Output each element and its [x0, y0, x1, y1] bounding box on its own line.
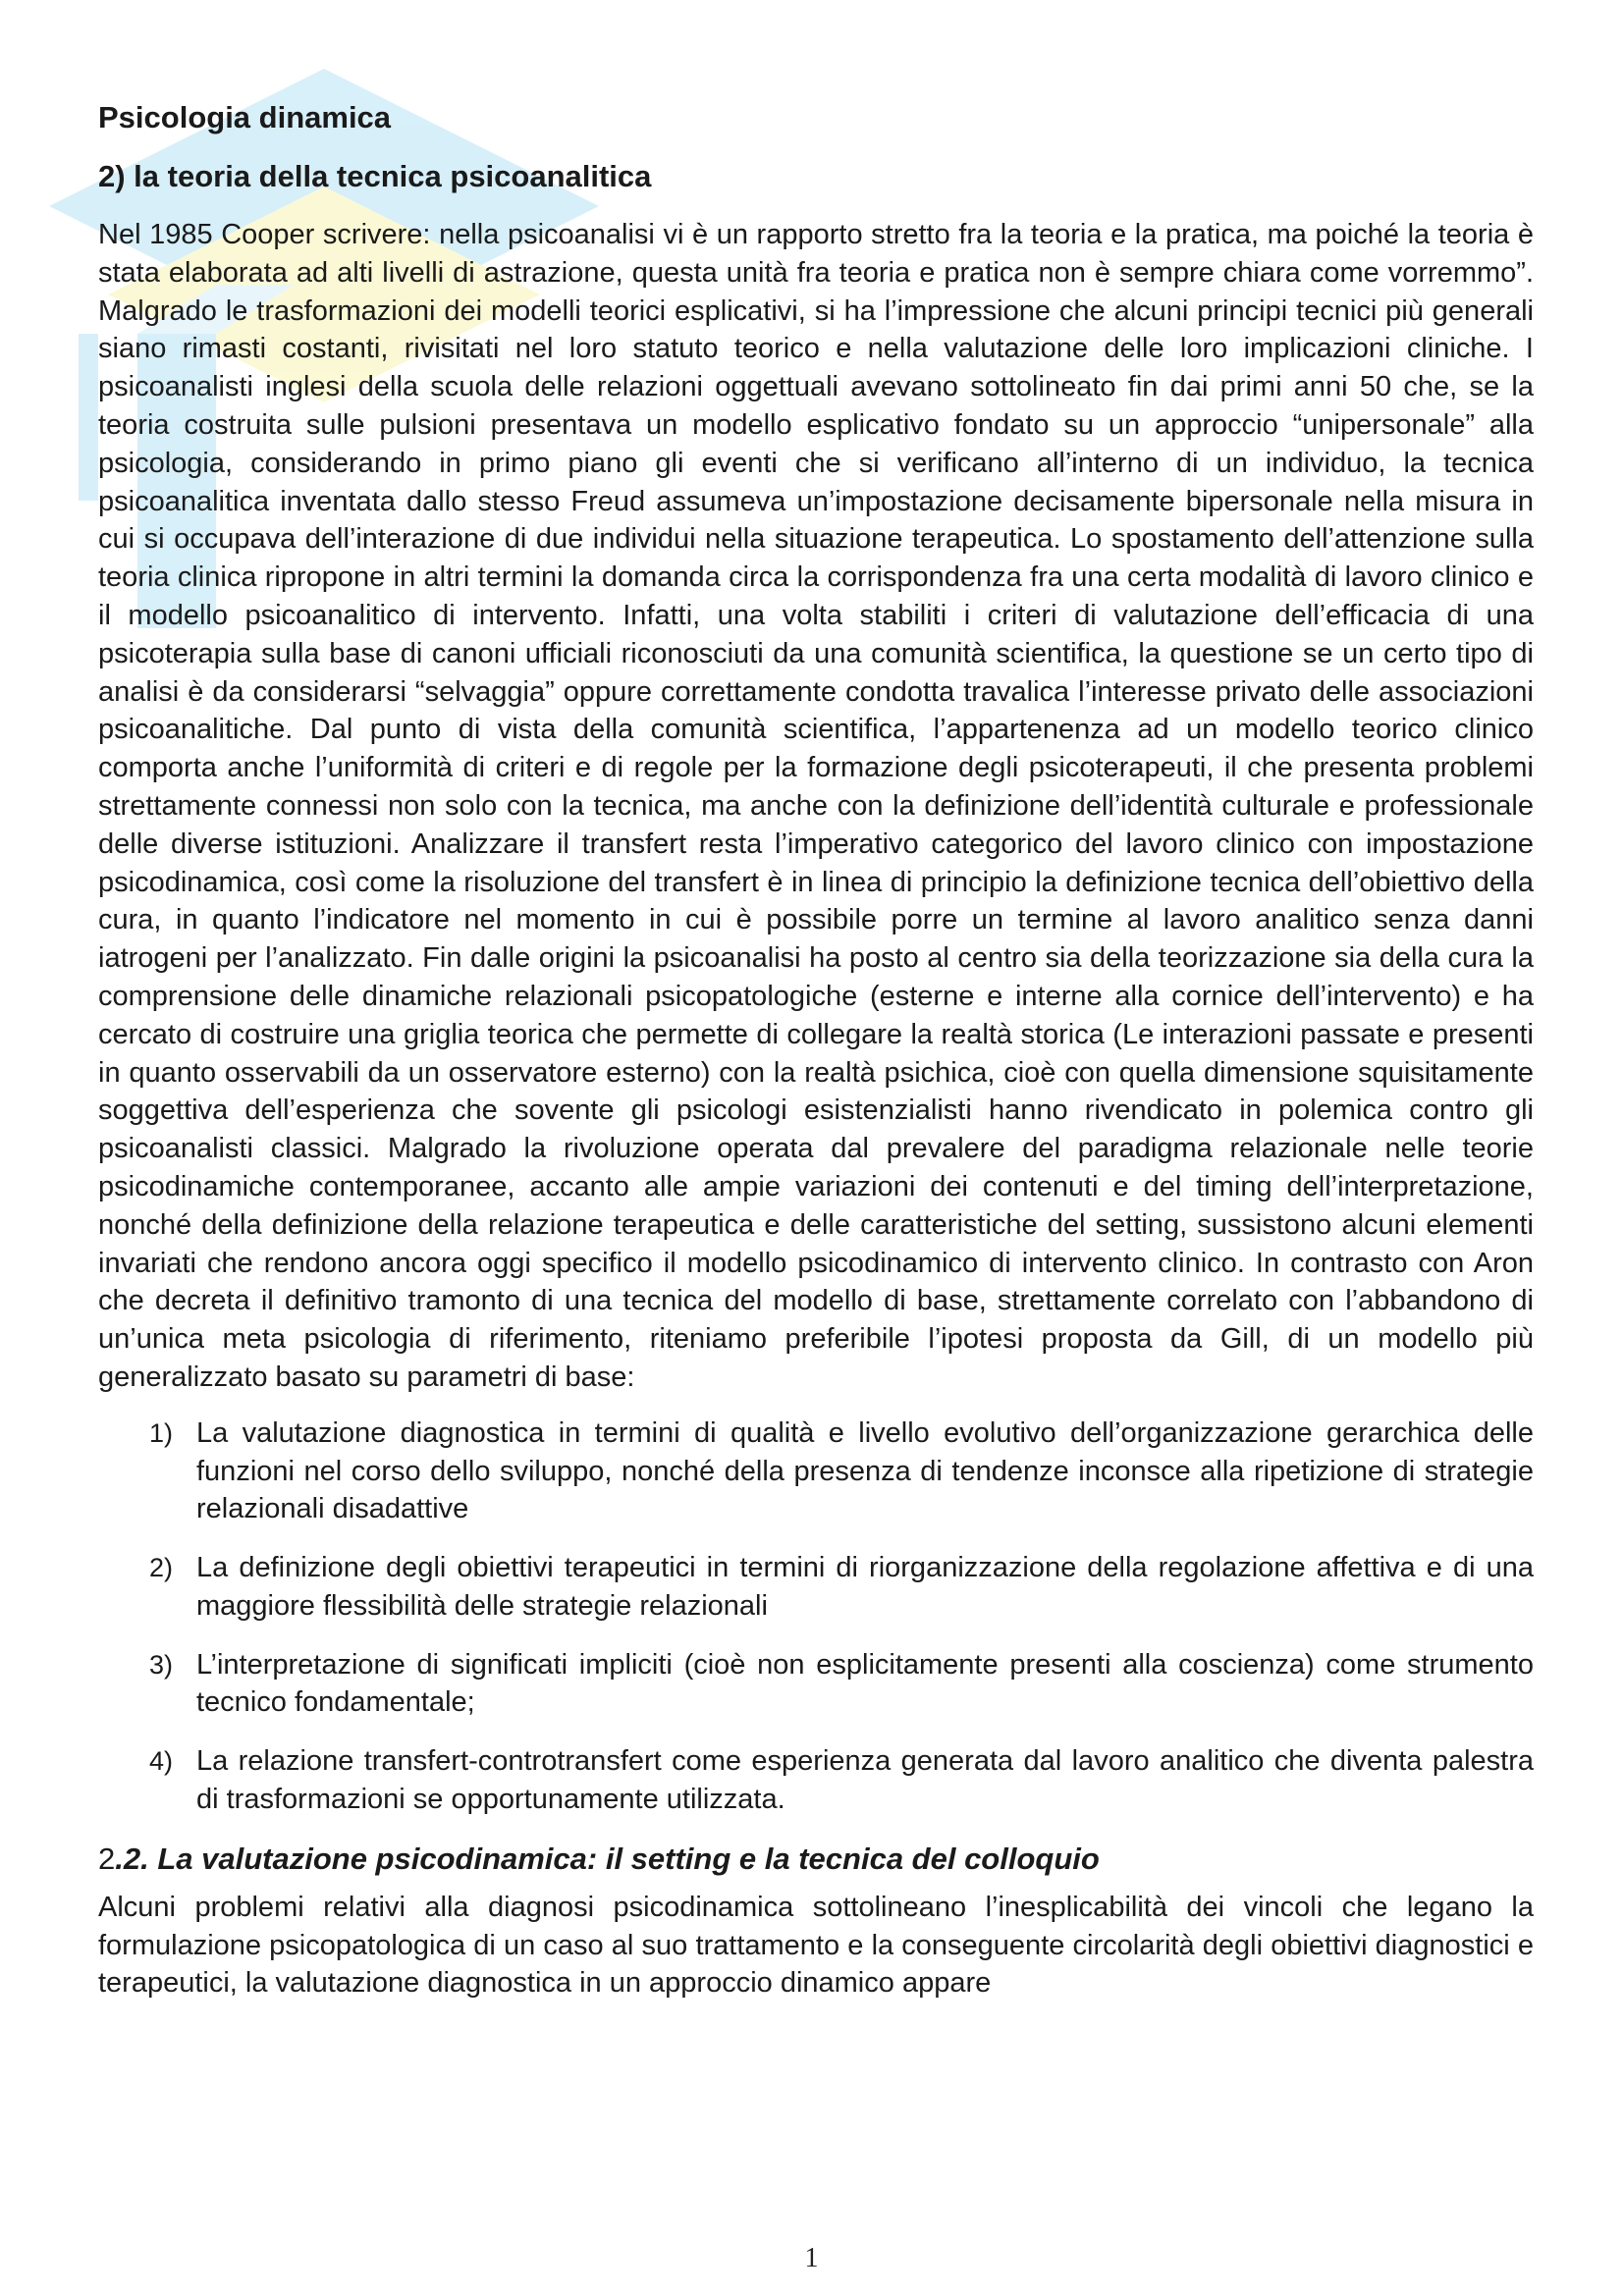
list-item-number: 4): [149, 1746, 174, 1777]
section-title: 2) la teoria della tecnica psicoanalitica: [98, 159, 652, 193]
subsection-heading-text: .2. La valutazione psicodinamica: il setting e la tecnica del colloquio: [115, 1841, 1100, 1876]
list-item-text: L’interpretazione di significati impliciti (cioè non esplicitamente presenti alla coscienza) come strumento tecnico fondamentale;: [196, 1648, 1534, 1719]
subsection-title: [98, 1840, 1534, 1879]
list-item-text: La valutazione diagnostica in termini di qualità e livello evolutivo dell’organizzazione gerarchica delle funzioni nel corso dello sviluppo, nonché della presenza di tendenze inconsce alla ripetizione di strategie relazionali disadattive: [196, 1416, 1534, 1525]
document-page: [98, 98, 1534, 2002]
list-item-number: 1): [149, 1417, 174, 1448]
list-item: [98, 1742, 1534, 1819]
list-item-number: 3): [149, 1649, 174, 1680]
document-title: Psicologia dinamica: [98, 100, 392, 134]
list-item: [98, 1646, 1534, 1723]
subsection-number: 2: [98, 1841, 116, 1876]
parameter-list: [98, 1415, 1534, 1819]
list-item: [98, 1549, 1534, 1626]
list-item-text: La definizione degli obiettivi terapeutici in termini di riorganizzazione della regolazione affettiva e di una maggiore flessibilità delle strategie relazionali: [196, 1552, 1534, 1622]
list-item-text: La relazione transfert-controtransfert come esperienza generata dal lavoro analitico che diventa palestra di trasformazioni se opportunamente utilizzata.: [196, 1745, 1534, 1816]
list-item-number: 2): [149, 1553, 174, 1583]
list-item: [98, 1415, 1534, 1528]
body-paragraph-2: Alcuni problemi relativi alla diagnosi psicodinamica sottolineano l’inesplicabilità dei vincoli che legano la formulazione psicopatologica di un caso al suo trattamento e la conseguente circolarità degli obiettivi diagnostici e terapeutici, la valutazione diagnostica in un approccio dinamico appare: [98, 1891, 1534, 2000]
page-number: 1: [804, 2243, 819, 2273]
body-paragraph-1: Nel 1985 Cooper scrivere: nella psicoanalisi vi è un rapporto stretto fra la teoria e la pratica, ma poiché la teoria è stata elaborata ad alti livelli di astrazione, questa unità fra teoria e pratica non è sempre chiara come vorremmo”. Malgrado le trasformazioni dei modelli teorici esplicativi, si ha l’impressione che alcuni principi tecnici più generali siano rimasti costanti, rivisitati nel loro statuto teorico e nella valutazione delle loro implicazioni cliniche. I psicoanalisti inglesi della scuola delle relazioni oggettuali avevano sottolineato fin dai primi anni 50 che, se la teoria costruita sulle pulsioni presentava un modello esplicativo fondato su un approccio “unipersonale” alla psicologia, considerando in primo piano gli eventi che si verificano all’interno di un individuo, la tecnica psicoanalitica inventata dallo stesso Freud assumeva un’impostazione decisamente bipersonale nella misura in cui si occupava dell’interazione di due individui nella situazione terapeutica. Lo spostamento dell’attenzione sulla teoria clinica ripropone in altri termini la domanda circa la corrispondenza fra una certa modalità di lavoro clinico e il modello psicoanalitico di intervento. Infatti, una volta stabiliti i criteri di valutazione dell’efficacia di una psicoterapia sulla base di canoni ufficiali riconosciuti da una comunità scientifica, la questione se un certo tipo di analisi è da considerarsi “selvaggia” oppure correttamente condotta travalica l’interesse privato delle associazioni psicoanalitiche. Dal punto di vista della comunità scientifica, l’appartenenza ad un modello teorico clinico comporta anche l’uniformità di criteri e di regole per la formazione degli psicoterapeuti, il che presenta problemi strettamente connessi non solo con la tecnica, ma anche con la definizione dell’identità culturale e professionale delle diverse istituzioni. Analizzare il transfert resta l’imperativo categorico del lavoro clinico con impostazione psicodinamica, così come la risoluzione del transfert è in linea di principio la definizione tecnica dell’obiettivo della cura, in quanto l’indicatore nel momento in cui è possibile porre un termine al lavoro analitico senza danni iatrogeni per l’analizzato. Fin dalle origini la psicoanalisi ha posto al centro sia della teorizzazione sia della cura la comprensione delle dinamiche relazionali psicopatologiche (esterne e interne alla cornice dell’intervento) e ha cercato di costruire una griglia teorica che permette di collegare la realtà storica (Le interazioni passate e presenti in quanto osservabili da un osservatore esterno) con la realtà psichica, cioè con quella dimensione squisitamente soggettiva dell’esperienza che sovente gli psicologi esistenzialisti hanno rivendicato in polemica contro gli psicoanalisti classici. Malgrado la rivoluzione operata dal prevalere del paradigma relazionale nelle teorie psicodinamiche contemporanee, accanto alle ampie variazioni dei contenuti e del timing dell’interpretazione, nonché della definizione della relazione terapeutica e delle caratteristiche del setting, sussistono alcuni elementi invariati che rendono ancora oggi specifico il modello psicodinamico di intervento clinico. In contrasto con Aron che decreta il definitivo tramonto di una tecnica del modello di base, strettamente correlato con l’abbandono di un’unica meta psicologia di riferimento, riteniamo preferibile l’ipotesi proposta da Gill, di un modello più generalizzato basato su parametri di base:: [98, 219, 1534, 1393]
